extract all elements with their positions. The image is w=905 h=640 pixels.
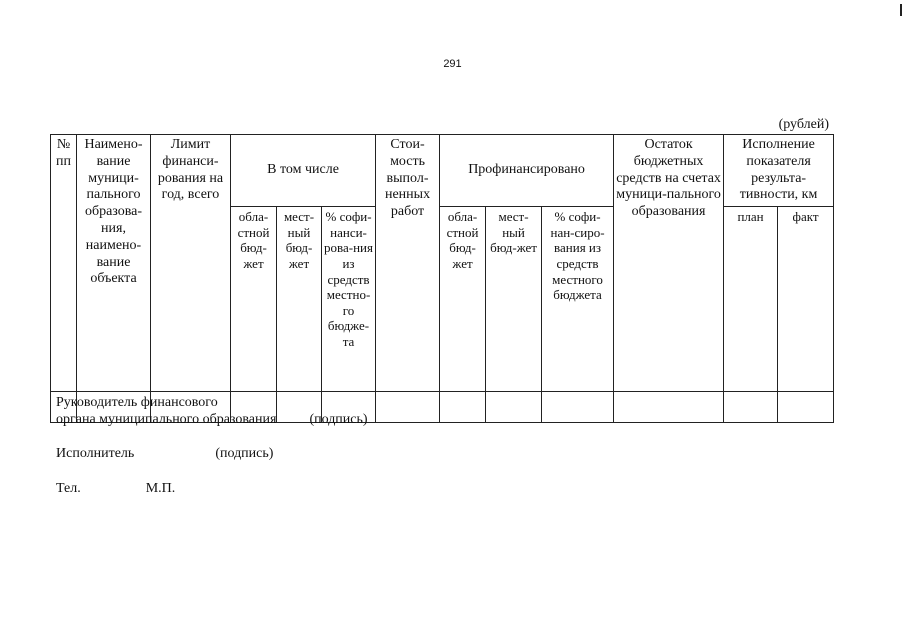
head-title-line1: Руководитель финансового [56,395,218,410]
header-cofinancing-percent: % софи-нанси-рова-ния из средств местно-го бюдже-та [322,207,376,392]
head-title-line2 [56,412,368,428]
cell [376,392,440,423]
header-name: Наимено-вание муници-пального образова-ния, наимено-вание объекта [77,135,151,392]
head-title-org: органа муниципального образования [56,412,277,427]
header-balance: Остаток бюджетных средств на счетах муници-пального образования [614,135,724,392]
header-limit: Лимит финанси-рования на год, всего [151,135,231,392]
header-plan: план [724,207,778,392]
header-local-budget: мест-ный бюд-жет [277,207,322,392]
header-fact: факт [778,207,834,392]
cell [724,392,778,423]
header-regional-budget: обла-стной бюд-жет [231,207,277,392]
executor-line [56,446,273,462]
scan-edge-mark [900,4,902,16]
cell [614,392,724,423]
phone-stamp-line [56,481,175,497]
units-label: (рублей) [778,117,829,132]
stamp-label: М.П. [145,481,176,496]
header-financed-local: мест-ный бюд-жет [486,207,542,392]
header-execution-group: Исполнение показателя результа-тивности, км [724,135,834,207]
header-financed-group: Профинансировано [440,135,614,207]
header-including-group: В том числе [231,135,376,207]
phone-label: Тел. [56,481,81,496]
header-cost: Стои-мость выпол-ненных работ [376,135,440,392]
executor-signature: (подпись) [215,446,274,461]
cell [778,392,834,423]
financing-report-table [50,134,834,423]
cell [486,392,542,423]
header-number: № пп [51,135,77,392]
page-number: 291 [443,58,462,70]
header-financed-regional: обла-стной бюд-жет [440,207,486,392]
cell [440,392,486,423]
cell [542,392,614,423]
head-signature: (подпись) [309,412,368,427]
executor-label: Исполнитель [56,446,135,461]
header-financed-cofinancing: % софи-нан-сиро-вания из средств местного бюджета [542,207,614,392]
header-row-1 [51,135,834,207]
